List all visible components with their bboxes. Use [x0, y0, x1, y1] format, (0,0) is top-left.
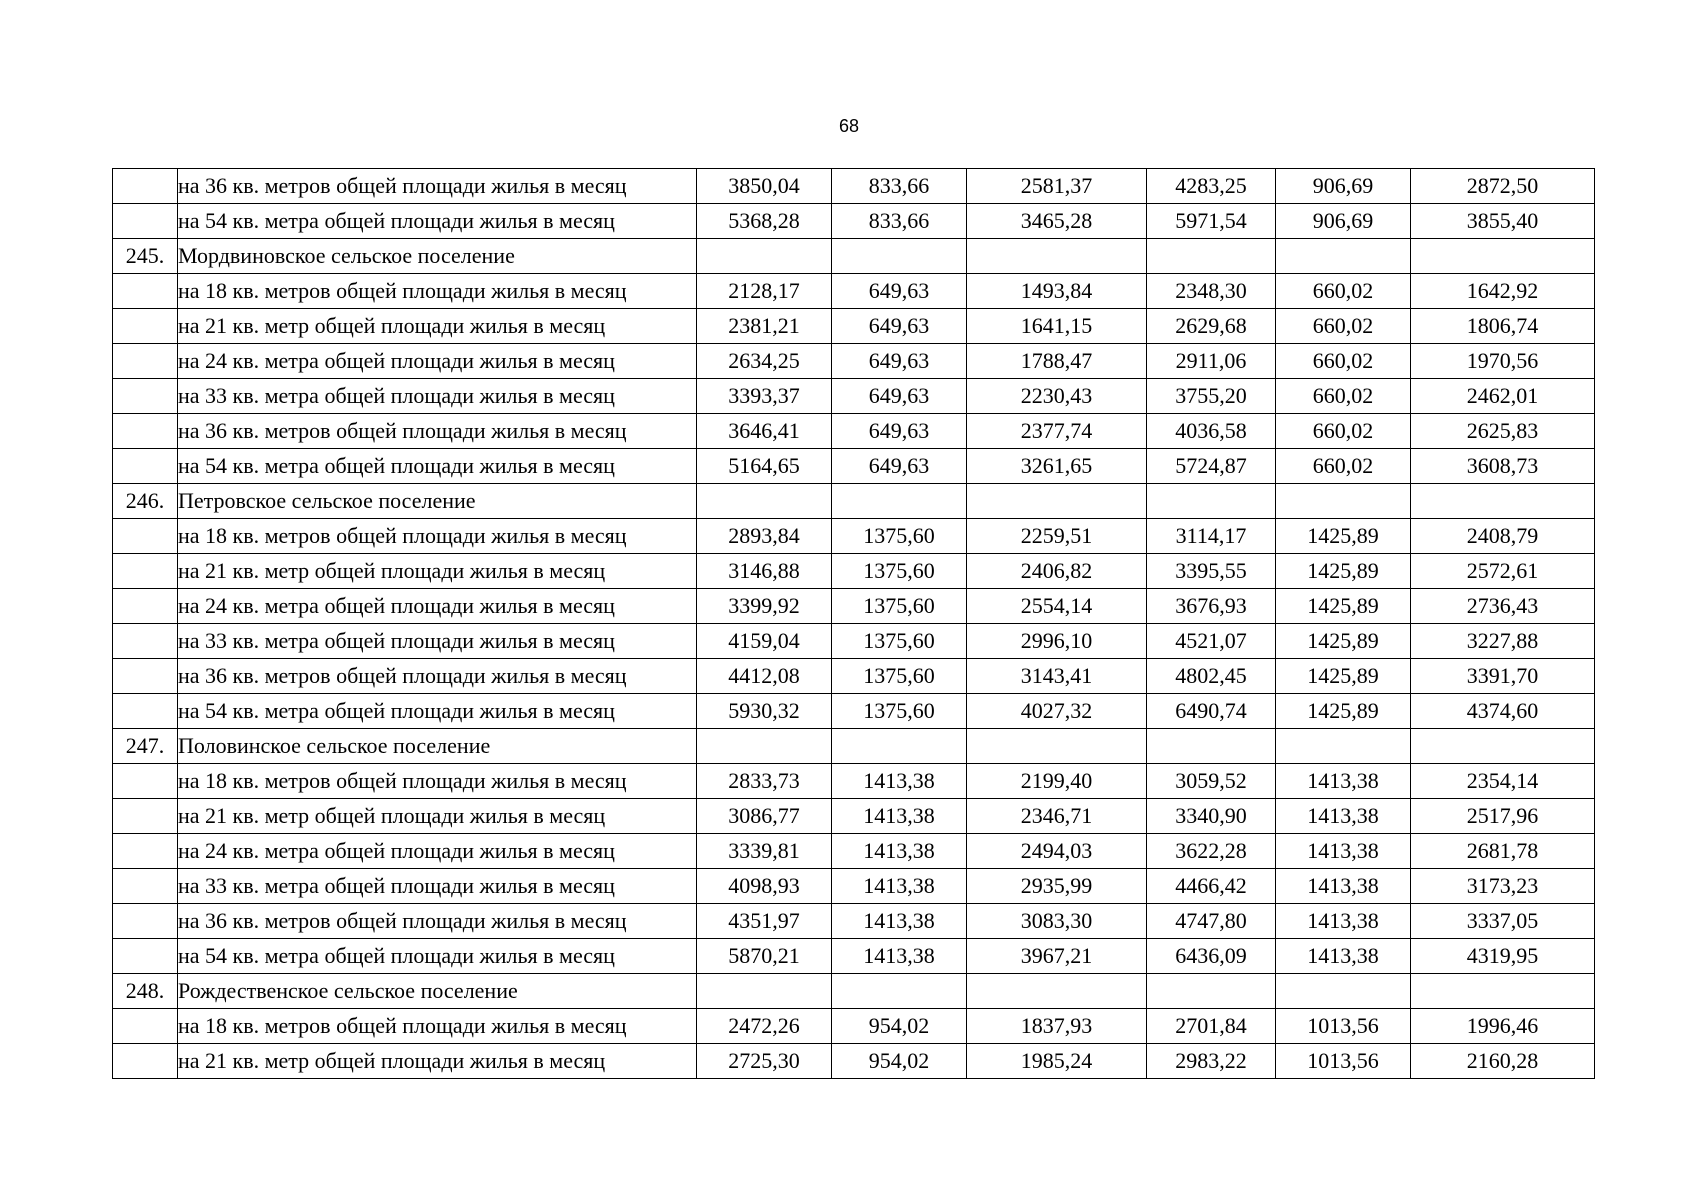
row-number: 246. — [113, 484, 178, 519]
table-row — [113, 449, 1595, 484]
value-cell: 3850,04 — [697, 169, 832, 204]
value-cell: 1425,89 — [1276, 624, 1411, 659]
value-cell — [832, 974, 967, 1009]
value-cell: 3337,05 — [1411, 904, 1595, 939]
table-row — [113, 554, 1595, 589]
value-cell: 954,02 — [832, 1009, 967, 1044]
row-number — [113, 449, 178, 484]
table-row — [113, 309, 1595, 344]
value-cell — [832, 239, 967, 274]
value-cell: 2462,01 — [1411, 379, 1595, 414]
value-cell: 2160,28 — [1411, 1044, 1595, 1079]
table-row — [113, 204, 1595, 239]
value-cell — [1147, 974, 1276, 1009]
value-cell: 1641,15 — [967, 309, 1147, 344]
value-cell: 1425,89 — [1276, 519, 1411, 554]
value-cell: 1806,74 — [1411, 309, 1595, 344]
value-cell: 1413,38 — [832, 799, 967, 834]
row-number — [113, 344, 178, 379]
table-row — [113, 799, 1595, 834]
value-cell — [1411, 974, 1595, 1009]
table-row — [113, 169, 1595, 204]
row-number — [113, 799, 178, 834]
row-number — [113, 764, 178, 799]
value-cell: 2128,17 — [697, 274, 832, 309]
value-cell — [1147, 484, 1276, 519]
value-cell: 660,02 — [1276, 309, 1411, 344]
value-cell: 2872,50 — [1411, 169, 1595, 204]
value-cell: 1425,89 — [1276, 554, 1411, 589]
value-cell: 1493,84 — [967, 274, 1147, 309]
value-cell — [1147, 729, 1276, 764]
value-cell: 649,63 — [832, 414, 967, 449]
value-cell: 4521,07 — [1147, 624, 1276, 659]
value-cell: 649,63 — [832, 379, 967, 414]
value-cell: 1375,60 — [832, 554, 967, 589]
settlement-row — [113, 484, 1595, 519]
row-number — [113, 379, 178, 414]
table-row — [113, 1009, 1595, 1044]
value-cell: 5164,65 — [697, 449, 832, 484]
value-cell: 4747,80 — [1147, 904, 1276, 939]
value-cell: 3339,81 — [697, 834, 832, 869]
value-cell: 1013,56 — [1276, 1009, 1411, 1044]
value-cell: 4319,95 — [1411, 939, 1595, 974]
row-description: Мордвиновское сельское поселение — [178, 239, 697, 274]
value-cell: 1375,60 — [832, 659, 967, 694]
row-number — [113, 904, 178, 939]
value-cell: 2629,68 — [1147, 309, 1276, 344]
value-cell: 2833,73 — [697, 764, 832, 799]
value-cell: 906,69 — [1276, 169, 1411, 204]
value-cell: 660,02 — [1276, 344, 1411, 379]
value-cell: 3083,30 — [967, 904, 1147, 939]
table-row — [113, 1044, 1595, 1079]
row-description: на 18 кв. метров общей площади жилья в месяц — [178, 1009, 697, 1044]
value-cell — [1276, 974, 1411, 1009]
value-cell: 1413,38 — [832, 834, 967, 869]
value-cell — [1276, 729, 1411, 764]
value-cell: 6436,09 — [1147, 939, 1276, 974]
value-cell: 2354,14 — [1411, 764, 1595, 799]
value-cell: 649,63 — [832, 449, 967, 484]
value-cell: 4098,93 — [697, 869, 832, 904]
value-cell: 1413,38 — [832, 764, 967, 799]
value-cell: 2517,96 — [1411, 799, 1595, 834]
row-description: на 21 кв. метр общей площади жилья в месяц — [178, 1044, 697, 1079]
value-cell — [697, 484, 832, 519]
table-row — [113, 414, 1595, 449]
value-cell: 4283,25 — [1147, 169, 1276, 204]
value-cell: 1970,56 — [1411, 344, 1595, 379]
row-description: на 21 кв. метр общей площади жилья в месяц — [178, 309, 697, 344]
row-description: на 33 кв. метра общей площади жилья в месяц — [178, 869, 697, 904]
value-cell: 1425,89 — [1276, 589, 1411, 624]
value-cell: 649,63 — [832, 274, 967, 309]
row-number: 247. — [113, 729, 178, 764]
value-cell: 2406,82 — [967, 554, 1147, 589]
row-number — [113, 869, 178, 904]
table-row — [113, 939, 1595, 974]
value-cell: 3143,41 — [967, 659, 1147, 694]
value-cell: 3608,73 — [1411, 449, 1595, 484]
value-cell: 4466,42 — [1147, 869, 1276, 904]
row-description: на 54 кв. метра общей площади жилья в месяц — [178, 939, 697, 974]
row-description: на 33 кв. метра общей площади жилья в месяц — [178, 379, 697, 414]
value-cell: 5724,87 — [1147, 449, 1276, 484]
row-number — [113, 169, 178, 204]
table-row — [113, 344, 1595, 379]
page-number: 68 — [838, 116, 860, 136]
row-number — [113, 834, 178, 869]
value-cell — [967, 484, 1147, 519]
settlement-row — [113, 974, 1595, 1009]
value-cell: 3261,65 — [967, 449, 1147, 484]
value-cell: 2911,06 — [1147, 344, 1276, 379]
row-description: на 33 кв. метра общей площади жилья в месяц — [178, 624, 697, 659]
value-cell: 1413,38 — [1276, 764, 1411, 799]
value-cell: 1375,60 — [832, 589, 967, 624]
table-row — [113, 624, 1595, 659]
value-cell: 1013,56 — [1276, 1044, 1411, 1079]
value-cell: 6490,74 — [1147, 694, 1276, 729]
table-row — [113, 589, 1595, 624]
row-description: на 54 кв. метра общей площади жилья в месяц — [178, 449, 697, 484]
row-number — [113, 694, 178, 729]
value-cell: 3173,23 — [1411, 869, 1595, 904]
table-row — [113, 659, 1595, 694]
value-cell: 2983,22 — [1147, 1044, 1276, 1079]
settlement-row — [113, 729, 1595, 764]
row-number: 248. — [113, 974, 178, 1009]
value-cell: 833,66 — [832, 169, 967, 204]
value-cell: 906,69 — [1276, 204, 1411, 239]
value-cell: 2701,84 — [1147, 1009, 1276, 1044]
value-cell: 3059,52 — [1147, 764, 1276, 799]
value-cell: 2893,84 — [697, 519, 832, 554]
value-cell: 3755,20 — [1147, 379, 1276, 414]
row-number — [113, 554, 178, 589]
value-cell: 1413,38 — [1276, 939, 1411, 974]
value-cell: 649,63 — [832, 309, 967, 344]
value-cell: 2572,61 — [1411, 554, 1595, 589]
value-cell: 1375,60 — [832, 519, 967, 554]
value-cell: 3086,77 — [697, 799, 832, 834]
table-row — [113, 379, 1595, 414]
row-description: на 24 кв. метра общей площади жилья в месяц — [178, 834, 697, 869]
value-cell: 1837,93 — [967, 1009, 1147, 1044]
value-cell: 4374,60 — [1411, 694, 1595, 729]
value-cell — [1411, 484, 1595, 519]
row-description: на 18 кв. метров общей площади жилья в месяц — [178, 274, 697, 309]
value-cell: 3393,37 — [697, 379, 832, 414]
value-cell: 1375,60 — [832, 694, 967, 729]
value-cell: 2996,10 — [967, 624, 1147, 659]
value-cell: 1413,38 — [832, 904, 967, 939]
value-cell: 2725,30 — [697, 1044, 832, 1079]
value-cell: 4412,08 — [697, 659, 832, 694]
tariff-table — [112, 168, 1595, 1079]
value-cell: 3622,28 — [1147, 834, 1276, 869]
value-cell: 4036,58 — [1147, 414, 1276, 449]
value-cell — [1411, 239, 1595, 274]
row-number — [113, 589, 178, 624]
row-description: на 21 кв. метр общей площади жилья в месяц — [178, 554, 697, 589]
value-cell — [1147, 239, 1276, 274]
value-cell: 3855,40 — [1411, 204, 1595, 239]
value-cell: 1413,38 — [1276, 799, 1411, 834]
value-cell: 2348,30 — [1147, 274, 1276, 309]
table-row — [113, 694, 1595, 729]
value-cell: 2381,21 — [697, 309, 832, 344]
value-cell: 1642,92 — [1411, 274, 1595, 309]
value-cell: 660,02 — [1276, 379, 1411, 414]
value-cell: 1985,24 — [967, 1044, 1147, 1079]
table-row — [113, 904, 1595, 939]
row-number: 245. — [113, 239, 178, 274]
value-cell: 5870,21 — [697, 939, 832, 974]
value-cell: 4802,45 — [1147, 659, 1276, 694]
value-cell: 1413,38 — [1276, 834, 1411, 869]
value-cell: 1375,60 — [832, 624, 967, 659]
value-cell: 4351,97 — [697, 904, 832, 939]
value-cell: 1413,38 — [1276, 904, 1411, 939]
value-cell: 954,02 — [832, 1044, 967, 1079]
value-cell: 2408,79 — [1411, 519, 1595, 554]
value-cell: 3676,93 — [1147, 589, 1276, 624]
row-number — [113, 519, 178, 554]
value-cell: 5971,54 — [1147, 204, 1276, 239]
value-cell — [1276, 484, 1411, 519]
row-description: на 36 кв. метров общей площади жилья в месяц — [178, 414, 697, 449]
value-cell: 3399,92 — [697, 589, 832, 624]
value-cell — [697, 729, 832, 764]
value-cell: 660,02 — [1276, 449, 1411, 484]
value-cell — [832, 484, 967, 519]
row-description: на 54 кв. метра общей площади жилья в месяц — [178, 204, 697, 239]
row-description: Рождественское сельское поселение — [178, 974, 697, 1009]
value-cell: 1413,38 — [1276, 869, 1411, 904]
value-cell: 1413,38 — [832, 939, 967, 974]
value-cell — [697, 974, 832, 1009]
settlement-row — [113, 239, 1595, 274]
value-cell — [967, 239, 1147, 274]
value-cell: 5930,32 — [697, 694, 832, 729]
value-cell: 3340,90 — [1147, 799, 1276, 834]
value-cell: 2634,25 — [697, 344, 832, 379]
tariff-table-body — [113, 169, 1595, 1079]
row-number — [113, 414, 178, 449]
table-row — [113, 764, 1595, 799]
value-cell: 660,02 — [1276, 274, 1411, 309]
value-cell: 2199,40 — [967, 764, 1147, 799]
row-number — [113, 309, 178, 344]
value-cell: 1996,46 — [1411, 1009, 1595, 1044]
value-cell: 1413,38 — [832, 869, 967, 904]
table-row — [113, 869, 1595, 904]
value-cell: 833,66 — [832, 204, 967, 239]
value-cell — [832, 729, 967, 764]
row-description: на 54 кв. метра общей площади жилья в месяц — [178, 694, 697, 729]
value-cell: 2736,43 — [1411, 589, 1595, 624]
row-description: на 18 кв. метров общей площади жилья в месяц — [178, 764, 697, 799]
value-cell: 2581,37 — [967, 169, 1147, 204]
row-number — [113, 1044, 178, 1079]
value-cell: 3646,41 — [697, 414, 832, 449]
value-cell — [1276, 239, 1411, 274]
table-row — [113, 274, 1595, 309]
value-cell: 3465,28 — [967, 204, 1147, 239]
value-cell: 1788,47 — [967, 344, 1147, 379]
value-cell: 2472,26 — [697, 1009, 832, 1044]
value-cell: 2259,51 — [967, 519, 1147, 554]
value-cell: 2681,78 — [1411, 834, 1595, 869]
row-description: на 36 кв. метров общей площади жилья в месяц — [178, 659, 697, 694]
table-row — [113, 834, 1595, 869]
value-cell: 5368,28 — [697, 204, 832, 239]
row-description: на 24 кв. метра общей площади жилья в месяц — [178, 589, 697, 624]
value-cell — [967, 974, 1147, 1009]
row-description: Половинское сельское поселение — [178, 729, 697, 764]
value-cell: 2554,14 — [967, 589, 1147, 624]
row-description: Петровское сельское поселение — [178, 484, 697, 519]
value-cell: 2230,43 — [967, 379, 1147, 414]
row-number — [113, 274, 178, 309]
value-cell: 1425,89 — [1276, 694, 1411, 729]
value-cell: 2346,71 — [967, 799, 1147, 834]
value-cell — [1411, 729, 1595, 764]
row-number — [113, 939, 178, 974]
table-row — [113, 519, 1595, 554]
value-cell: 3146,88 — [697, 554, 832, 589]
row-description: на 21 кв. метр общей площади жилья в месяц — [178, 799, 697, 834]
value-cell — [697, 239, 832, 274]
value-cell: 3967,21 — [967, 939, 1147, 974]
value-cell: 4159,04 — [697, 624, 832, 659]
row-number — [113, 659, 178, 694]
value-cell: 2494,03 — [967, 834, 1147, 869]
value-cell: 3114,17 — [1147, 519, 1276, 554]
value-cell: 660,02 — [1276, 414, 1411, 449]
row-description: на 24 кв. метра общей площади жилья в месяц — [178, 344, 697, 379]
value-cell: 1425,89 — [1276, 659, 1411, 694]
value-cell: 3391,70 — [1411, 659, 1595, 694]
value-cell: 2625,83 — [1411, 414, 1595, 449]
value-cell: 3395,55 — [1147, 554, 1276, 589]
row-number — [113, 1009, 178, 1044]
value-cell: 3227,88 — [1411, 624, 1595, 659]
value-cell: 2377,74 — [967, 414, 1147, 449]
value-cell: 2935,99 — [967, 869, 1147, 904]
row-description: на 36 кв. метров общей площади жилья в месяц — [178, 904, 697, 939]
row-description: на 18 кв. метров общей площади жилья в месяц — [178, 519, 697, 554]
row-number — [113, 624, 178, 659]
value-cell: 649,63 — [832, 344, 967, 379]
value-cell — [967, 729, 1147, 764]
row-number — [113, 204, 178, 239]
value-cell: 4027,32 — [967, 694, 1147, 729]
row-description: на 36 кв. метров общей площади жилья в месяц — [178, 169, 697, 204]
